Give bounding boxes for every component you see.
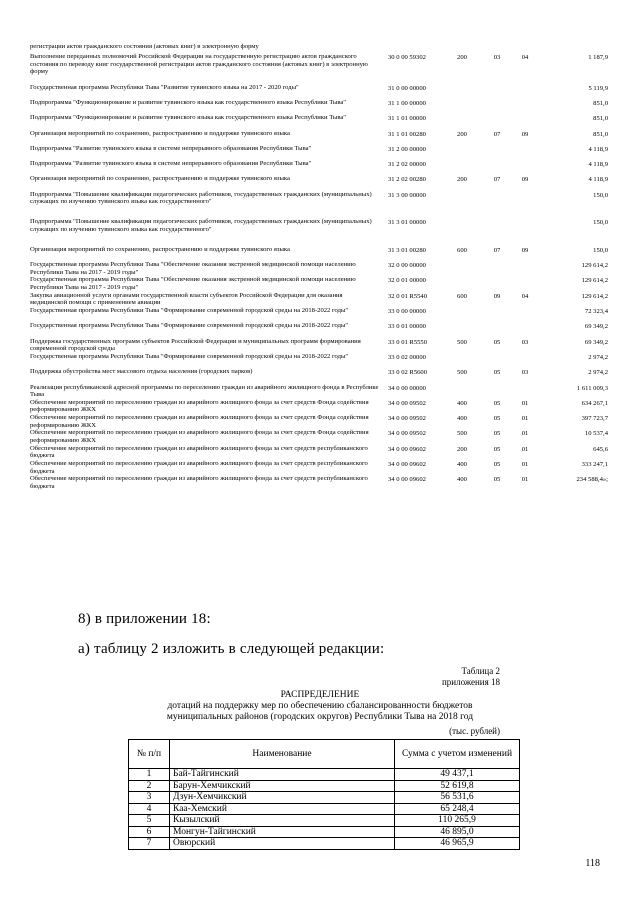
row-name: Обеспечение мероприятий по переселению граждан из аварийного жилищного фонда за счет средств республиканского бюджета xyxy=(30,475,368,490)
row-sum: 72 323,4 xyxy=(584,308,608,316)
row-sum: 1 187,9 xyxy=(588,54,608,62)
row-name: Закупка авиационной услуги органами государственной власти субъектов Российской Федерации для оказания медицинской помощи с применением авиации xyxy=(30,291,343,307)
row-pr: 01 xyxy=(521,415,529,423)
row-rz: 05 xyxy=(493,369,501,377)
appendix-label: приложения 18 xyxy=(441,677,500,687)
row-sum: 1 611 009,3 xyxy=(576,384,608,392)
row-sum: 333 247,1 xyxy=(581,461,608,469)
row-sum: 234 588,4»; xyxy=(576,476,608,484)
row-vr: 200 xyxy=(457,176,467,184)
row-name: Организация мероприятий по сохранению, распространению и поддержке тувинского языка xyxy=(30,129,290,137)
row-code: 31 2 02 00280 xyxy=(388,176,426,184)
row-rz: 07 xyxy=(493,130,501,138)
distribution-title: РАСПРЕДЕЛЕНИЕ xyxy=(280,690,360,700)
row-number: 2 xyxy=(129,780,170,792)
row-name: Подпрограмма "Повышение квалификации педагогических работников, государственных гражданских (муниципальных) служащих по изучению тувинского языка как государственного" xyxy=(30,218,372,233)
row-code: 31 1 01 00000 xyxy=(388,115,426,123)
table-row xyxy=(129,769,520,781)
distribution-subtitle-line1: дотаций на поддержку мер по обеспечению сбалансированности бюджетов xyxy=(167,701,473,711)
row-name: Выполнение переданных полномочий Российской Федерации на государственную регистрацию актов гражданского состояния по переводу книг государственной регистрации актов гражданского состояния (актовых книг) в электронную форму xyxy=(30,53,368,76)
row-name: Государственная программа Республики Тыва "Формирование современной городской среды на 2018-2022 годы" xyxy=(30,307,349,315)
row-district: Кызылский xyxy=(170,815,395,827)
row-sum: 69 349,2 xyxy=(584,338,608,346)
row-district: Монгун-Тайгинский xyxy=(170,826,395,838)
row-sum: 851,0 xyxy=(593,130,608,138)
header-sum: Сумма с учетом изменений xyxy=(395,740,520,769)
row-vr: 600 xyxy=(457,292,467,300)
row-vr: 500 xyxy=(457,369,467,377)
row-name: регистрации актов гражданского состояния (актовых книг) в электронную форму xyxy=(30,42,259,50)
row-code: 32 0 01 00000 xyxy=(388,277,426,285)
row-sum: 2 974,2 xyxy=(588,353,608,361)
row-pr: 09 xyxy=(521,246,529,254)
row-name: Поддержка обустройства мест массового отдыха населения (городских парков) xyxy=(30,368,253,376)
row-rz: 05 xyxy=(493,338,501,346)
distribution-table-header xyxy=(129,740,520,769)
row-code: 34 0 00 09602 xyxy=(388,461,426,469)
row-name: Обеспечение мероприятий по переселению граждан из аварийного жилищного фонда за счет средств республиканского бюджета xyxy=(30,460,368,475)
row-vr: 600 xyxy=(457,246,467,254)
row-sum: 851,0 xyxy=(593,115,608,123)
row-name: Организация мероприятий по сохранению, распространению и поддержке тувинского языка xyxy=(30,245,290,253)
row-sum: 69 349,2 xyxy=(584,323,608,331)
row-name: Подпрограмма "Функционирование и развитие тувинского языка как государственного языка Республики Тыва" xyxy=(30,114,346,122)
row-code: 34 0 00 09602 xyxy=(388,476,426,484)
row-name: Подпрограмма "Повышение квалификации педагогических работников, государственных гражданских (муниципальных) служащих по изучению тувинского языка как государственного" xyxy=(30,190,372,206)
row-name: Государственная программа Республики Тыва "Обеспечение оказания экстренной медицинской помощи населению Республики Тыва на 2017 - 2019 годы" xyxy=(30,261,356,276)
row-code: 34 0 00 09502 xyxy=(388,415,426,423)
row-code: 34 0 00 00000 xyxy=(388,384,426,392)
row-code: 34 0 00 09602 xyxy=(388,445,426,453)
row-code: 31 2 02 00000 xyxy=(388,161,426,169)
row-sum: 150,0 xyxy=(593,219,608,227)
row-name: Подпрограмма "Развитие тувинского языка в системе непрерывного образования Республики Тыва" xyxy=(30,144,312,152)
table-row xyxy=(129,815,520,827)
row-amount: 65 248,4 xyxy=(395,803,520,815)
row-amount: 52 619,8 xyxy=(395,780,520,792)
row-sum: 2 974,2 xyxy=(588,369,608,377)
table-row xyxy=(129,838,520,850)
row-code: 34 0 00 09502 xyxy=(388,399,426,407)
row-sum: 4 118,9 xyxy=(588,145,608,153)
distribution-table xyxy=(128,739,520,850)
row-rz: 05 xyxy=(493,445,501,453)
row-rz: 05 xyxy=(493,476,501,484)
row-rz: 07 xyxy=(493,246,501,254)
row-code: 33 0 02 00000 xyxy=(388,353,426,361)
row-code: 32 0 01 R5540 xyxy=(388,292,428,300)
row-name: Обеспечение мероприятий по переселению граждан из аварийного жилищного фонда за счет средств Фонда содействия реформированию ЖКХ xyxy=(30,414,369,429)
row-code: 30 0 00 59302 xyxy=(388,54,426,62)
row-district: Овюрский xyxy=(170,838,395,850)
table-row xyxy=(129,826,520,838)
row-number: 5 xyxy=(129,815,170,827)
row-code: 33 0 01 00000 xyxy=(388,323,426,331)
row-pr: 01 xyxy=(521,399,529,407)
row-name: Государственная программа Республики Тыва "Формирование современной городской среды на 2018-2022 годы" xyxy=(30,352,349,360)
row-code: 32 0 00 00000 xyxy=(388,262,426,270)
row-sum: 129 614,2 xyxy=(581,277,608,285)
row-number: 1 xyxy=(129,769,170,781)
row-sum: 5 119,9 xyxy=(588,84,608,92)
row-vr: 400 xyxy=(457,415,467,423)
page-number: 118 xyxy=(585,858,600,869)
row-vr: 400 xyxy=(457,399,467,407)
row-pr: 01 xyxy=(521,445,529,453)
row-name: Государственная программа Республики Тыва "Формирование современной городской среды на 2018-2022 годы" xyxy=(30,322,349,330)
row-code: 31 1 00 00000 xyxy=(388,99,426,107)
row-sum: 129 614,2 xyxy=(581,292,608,300)
row-rz: 07 xyxy=(493,176,501,184)
row-rz: 09 xyxy=(493,292,501,300)
units-label: (тыс. рублей) xyxy=(449,726,500,736)
row-name: Государственная программа Республики Тыва "Развитие тувинского языка на 2017 - 2020 годы" xyxy=(30,83,299,91)
row-number: 6 xyxy=(129,826,170,838)
row-pr: 04 xyxy=(521,292,529,300)
row-rz: 05 xyxy=(493,430,501,438)
row-vr: 400 xyxy=(457,461,467,469)
paragraph-a: а) таблицу 2 изложить в следующей редакции: xyxy=(78,641,385,657)
row-amount: 46 895,0 xyxy=(395,826,520,838)
row-code: 31 3 01 00000 xyxy=(388,219,426,227)
distribution-subtitle-line2: муниципальных районов (городских округов) Республики Тыва на 2018 год xyxy=(166,712,474,722)
row-pr: 04 xyxy=(521,54,529,62)
row-pr: 09 xyxy=(521,176,529,184)
row-vr: 200 xyxy=(457,130,467,138)
row-pr: 03 xyxy=(521,338,529,346)
row-pr: 01 xyxy=(521,461,529,469)
row-name: Поддержка государственных программ субъектов Российской Федерации и муниципальных программ формирования современной городской среды xyxy=(30,337,361,353)
row-name: Обеспечение мероприятий по переселению граждан из аварийного жилищного фонда за счет средств Фонда содействия реформированию ЖКХ xyxy=(30,398,369,414)
row-name: Подпрограмма "Развитие тувинского языка в системе непрерывного образования Республики Тыва" xyxy=(30,160,312,168)
row-code: 31 3 01 00280 xyxy=(388,246,426,254)
row-code: 31 0 00 00000 xyxy=(388,84,426,92)
row-pr: 01 xyxy=(521,476,529,484)
row-code: 33 0 02 R5600 xyxy=(388,369,428,377)
row-number: 4 xyxy=(129,803,170,815)
row-sum: 4 118,9 xyxy=(588,161,608,169)
row-name: Организация мероприятий по сохранению, распространению и поддержке тувинского языка xyxy=(30,175,290,183)
paragraph-8: 8) в приложении 18: xyxy=(78,611,211,627)
row-name: Реализация республиканской адресной программы по переселению граждан из аварийного жилищного фонда в Республике Тыва xyxy=(30,383,379,399)
row-rz: 05 xyxy=(493,461,501,469)
row-rz: 03 xyxy=(493,54,501,62)
row-code: 33 0 01 R5550 xyxy=(388,338,428,346)
row-sum: 150,0 xyxy=(593,191,608,199)
row-number: 3 xyxy=(129,792,170,804)
row-district: Барун-Хемчикский xyxy=(170,780,395,792)
row-rz: 05 xyxy=(493,415,501,423)
row-sum: 634 267,1 xyxy=(581,399,608,407)
row-rz: 05 xyxy=(493,399,501,407)
row-vr: 200 xyxy=(457,54,467,62)
row-vr: 200 xyxy=(457,445,467,453)
row-amount: 56 531,6 xyxy=(395,792,520,804)
row-district: Дзун-Хемчикский xyxy=(170,792,395,804)
row-name: Обеспечение мероприятий по переселению граждан из аварийного жилищного фонда за счет средств республиканского бюджета xyxy=(30,444,368,460)
row-number: 7 xyxy=(129,838,170,850)
row-pr: 01 xyxy=(521,430,529,438)
row-code: 34 0 00 09502 xyxy=(388,430,426,438)
row-district: Каа-Хемский xyxy=(170,803,395,815)
table-row xyxy=(129,780,520,792)
row-code: 31 1 01 00280 xyxy=(388,130,426,138)
row-sum: 4 118,9 xyxy=(588,176,608,184)
row-name: Государственная программа Республики Тыва "Обеспечение оказания экстренной медицинской помощи населению Республики Тыва на 2017 - 2019 годы" xyxy=(30,276,356,291)
header-num: № п/п xyxy=(129,740,170,769)
table-label: Таблица 2 xyxy=(461,666,500,676)
row-pr: 03 xyxy=(521,369,529,377)
header-name: Наименование xyxy=(170,740,395,769)
row-vr: 500 xyxy=(457,430,467,438)
row-amount: 110 265,9 xyxy=(395,815,520,827)
row-vr: 500 xyxy=(457,338,467,346)
row-sum: 150,0 xyxy=(593,246,608,254)
row-name: Обеспечение мероприятий по переселению граждан из аварийного жилищного фонда за счет средств Фонда содействия реформированию ЖКХ xyxy=(30,429,369,444)
table-row xyxy=(129,792,520,804)
row-vr: 400 xyxy=(457,476,467,484)
row-pr: 09 xyxy=(521,130,529,138)
row-sum: 397 723,7 xyxy=(581,415,608,423)
row-amount: 49 437,1 xyxy=(395,769,520,781)
row-sum: 10 537,4 xyxy=(584,430,608,438)
table-row xyxy=(129,803,520,815)
row-code: 31 2 00 00000 xyxy=(388,145,426,153)
row-sum: 129 614,2 xyxy=(581,262,608,270)
row-code: 31 3 00 00000 xyxy=(388,191,426,199)
row-sum: 645,6 xyxy=(593,445,608,453)
row-code: 33 0 00 00000 xyxy=(388,308,426,316)
row-name: Подпрограмма "Функционирование и развитие тувинского языка как государственного языка Республики Тыва" xyxy=(30,98,346,106)
row-sum: 851,0 xyxy=(593,99,608,107)
row-amount: 46 965,9 xyxy=(395,838,520,850)
row-district: Бай-Тайгинский xyxy=(170,769,395,781)
